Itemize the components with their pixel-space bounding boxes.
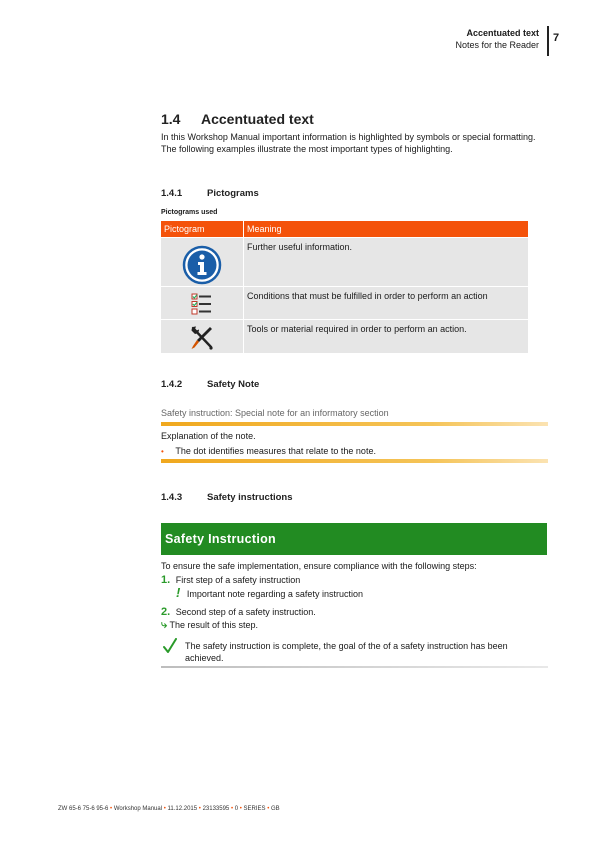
footer-date: 11.12.2015 [167, 806, 198, 812]
page-footer [58, 806, 280, 812]
safety-note-title: Safety Note [207, 379, 260, 390]
column-header-pictogram: Pictogram [161, 221, 244, 238]
footer-doc-type: Workshop Manual [113, 806, 163, 812]
safety-instructions-heading [161, 492, 293, 503]
footer-separator: • [110, 806, 113, 812]
footer-model: ZW 65-6 75-6 95-6 [58, 806, 109, 812]
table-row [161, 320, 528, 353]
section-heading [161, 111, 314, 127]
safety-instruction-banner-title: Safety Instruction [165, 532, 276, 546]
section-number: 1.4 [161, 111, 181, 127]
meaning-cell: Further useful information. [244, 238, 529, 287]
safety-instructions-title: Safety instructions [207, 492, 293, 503]
pictogram-table [161, 221, 528, 353]
footer-separator: • [239, 806, 242, 812]
pictograms-heading [161, 188, 259, 199]
column-header-meaning: Meaning [244, 221, 529, 238]
safety-instructions-number: 1.4.3 [161, 492, 183, 503]
header-divider [547, 26, 549, 56]
page-number: 7 [553, 32, 560, 44]
table-caption: Pictograms used [161, 209, 218, 216]
footer-separator: • [267, 806, 270, 812]
safety-note-top-rule [161, 422, 548, 426]
section-title: Accentuated text [201, 111, 314, 127]
step-2-result-text: The result of this step. [169, 620, 259, 630]
safety-note-label: Safety instruction: Special note for an informatory section [161, 408, 389, 418]
step-1-text: First step of a safety instruction [175, 575, 301, 585]
footer-series: SERIES [243, 806, 266, 812]
safety-note-bullet-item [161, 445, 551, 458]
safety-note-number: 1.4.2 [161, 379, 183, 390]
footer-revision: 0 [234, 806, 239, 812]
table-row [161, 238, 528, 287]
tools-icon [190, 325, 214, 351]
step-2 [161, 606, 551, 618]
footer-doc-number: 23133595 [202, 806, 230, 812]
safety-note-heading [161, 379, 259, 390]
footer-separator: • [198, 806, 201, 812]
table-row [161, 287, 528, 320]
meaning-cell: Tools or material required in order to perform an action. [244, 320, 529, 353]
pictogram-cell [161, 320, 244, 353]
result-arrow-icon: ⤷ [161, 619, 168, 631]
step-1 [161, 574, 551, 586]
section-intro: In this Workshop Manual important information is highlighted by symbols or special formatting. The following examples illustrate the most important types of highlighting. [161, 132, 536, 154]
step-2-text: Second step of a safety instruction. [175, 607, 316, 617]
header-title: Accentuated text [466, 28, 539, 38]
safety-instruction-intro: To ensure the safe implementation, ensure compliance with the following steps: [161, 561, 477, 571]
pictograms-title: Pictograms [207, 188, 259, 199]
pictograms-number: 1.4.1 [161, 188, 183, 199]
step-2-result [161, 619, 551, 631]
safety-instruction-end-rule [161, 666, 548, 668]
pictogram-cell [161, 287, 244, 320]
pictogram-cell [161, 238, 244, 287]
safety-note-explanation: Explanation of the note. [161, 431, 256, 441]
completion-text: The safety instruction is complete, the goal of the of a safety instruction has been achieved. [185, 641, 508, 663]
footer-language: GB [270, 806, 280, 812]
safety-note-bottom-rule [161, 459, 548, 463]
step-1-note [176, 587, 566, 600]
step-2-number: 2. [161, 606, 171, 618]
safety-instruction-banner [161, 523, 547, 555]
info-icon [182, 245, 222, 285]
footer-separator: • [163, 806, 166, 812]
exclamation-icon: ! [176, 585, 181, 600]
footer-separator: • [230, 806, 234, 812]
bullet-dot-icon: • [161, 447, 164, 456]
safety-note-bullet-text: The dot identifies measures that relate to the note. [175, 446, 376, 456]
header-subtitle: Notes for the Reader [455, 40, 539, 50]
checklist-icon [191, 293, 213, 315]
step-1-note-text: Important note regarding a safety instruction [186, 589, 363, 599]
step-1-number: 1. [161, 574, 171, 586]
meaning-cell: Conditions that must be fulfilled in order to perform an action [244, 287, 529, 320]
checkmark-icon [163, 638, 177, 659]
